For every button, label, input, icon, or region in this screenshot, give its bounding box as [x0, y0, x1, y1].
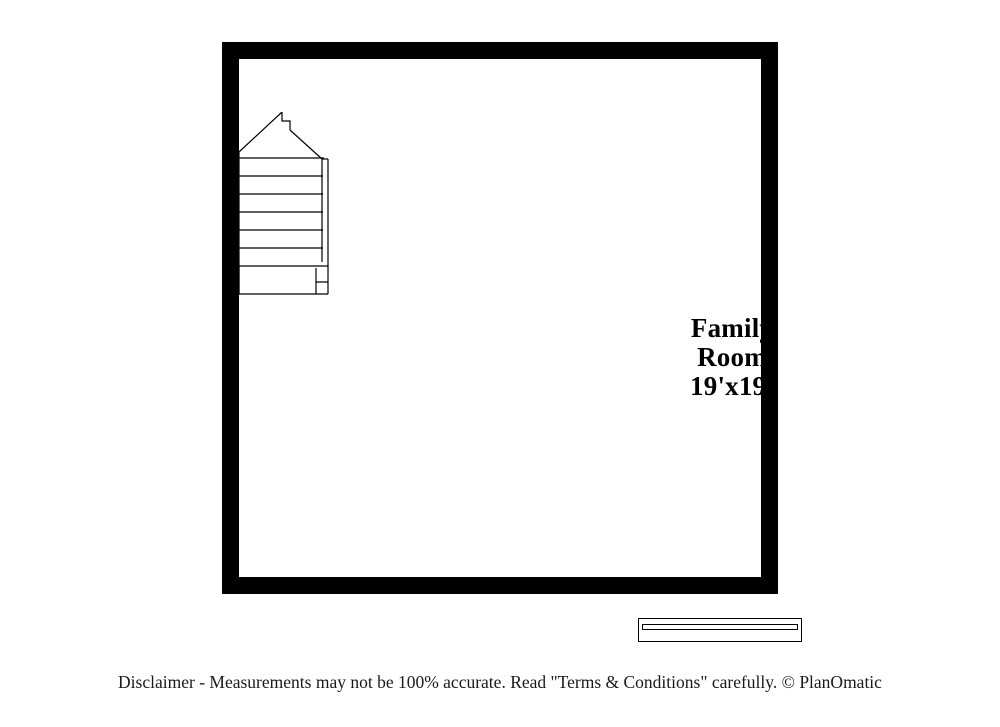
disclaimer-text: Disclaimer - Measurements may not be 100% accurate. Read "Terms & Conditions" carefully. © PlanOmatic — [118, 672, 882, 692]
room-label-family-room — [632, 314, 832, 401]
window-icon — [638, 618, 802, 642]
room-name-line-2: Room — [697, 342, 767, 372]
room-dimensions: 19'x19' — [690, 371, 774, 401]
window-pane — [642, 624, 798, 630]
floor-plan-drawing — [222, 42, 778, 602]
window-frame — [638, 618, 802, 642]
room-name-line-1: Family — [690, 313, 774, 343]
staircase-icon — [238, 112, 348, 322]
